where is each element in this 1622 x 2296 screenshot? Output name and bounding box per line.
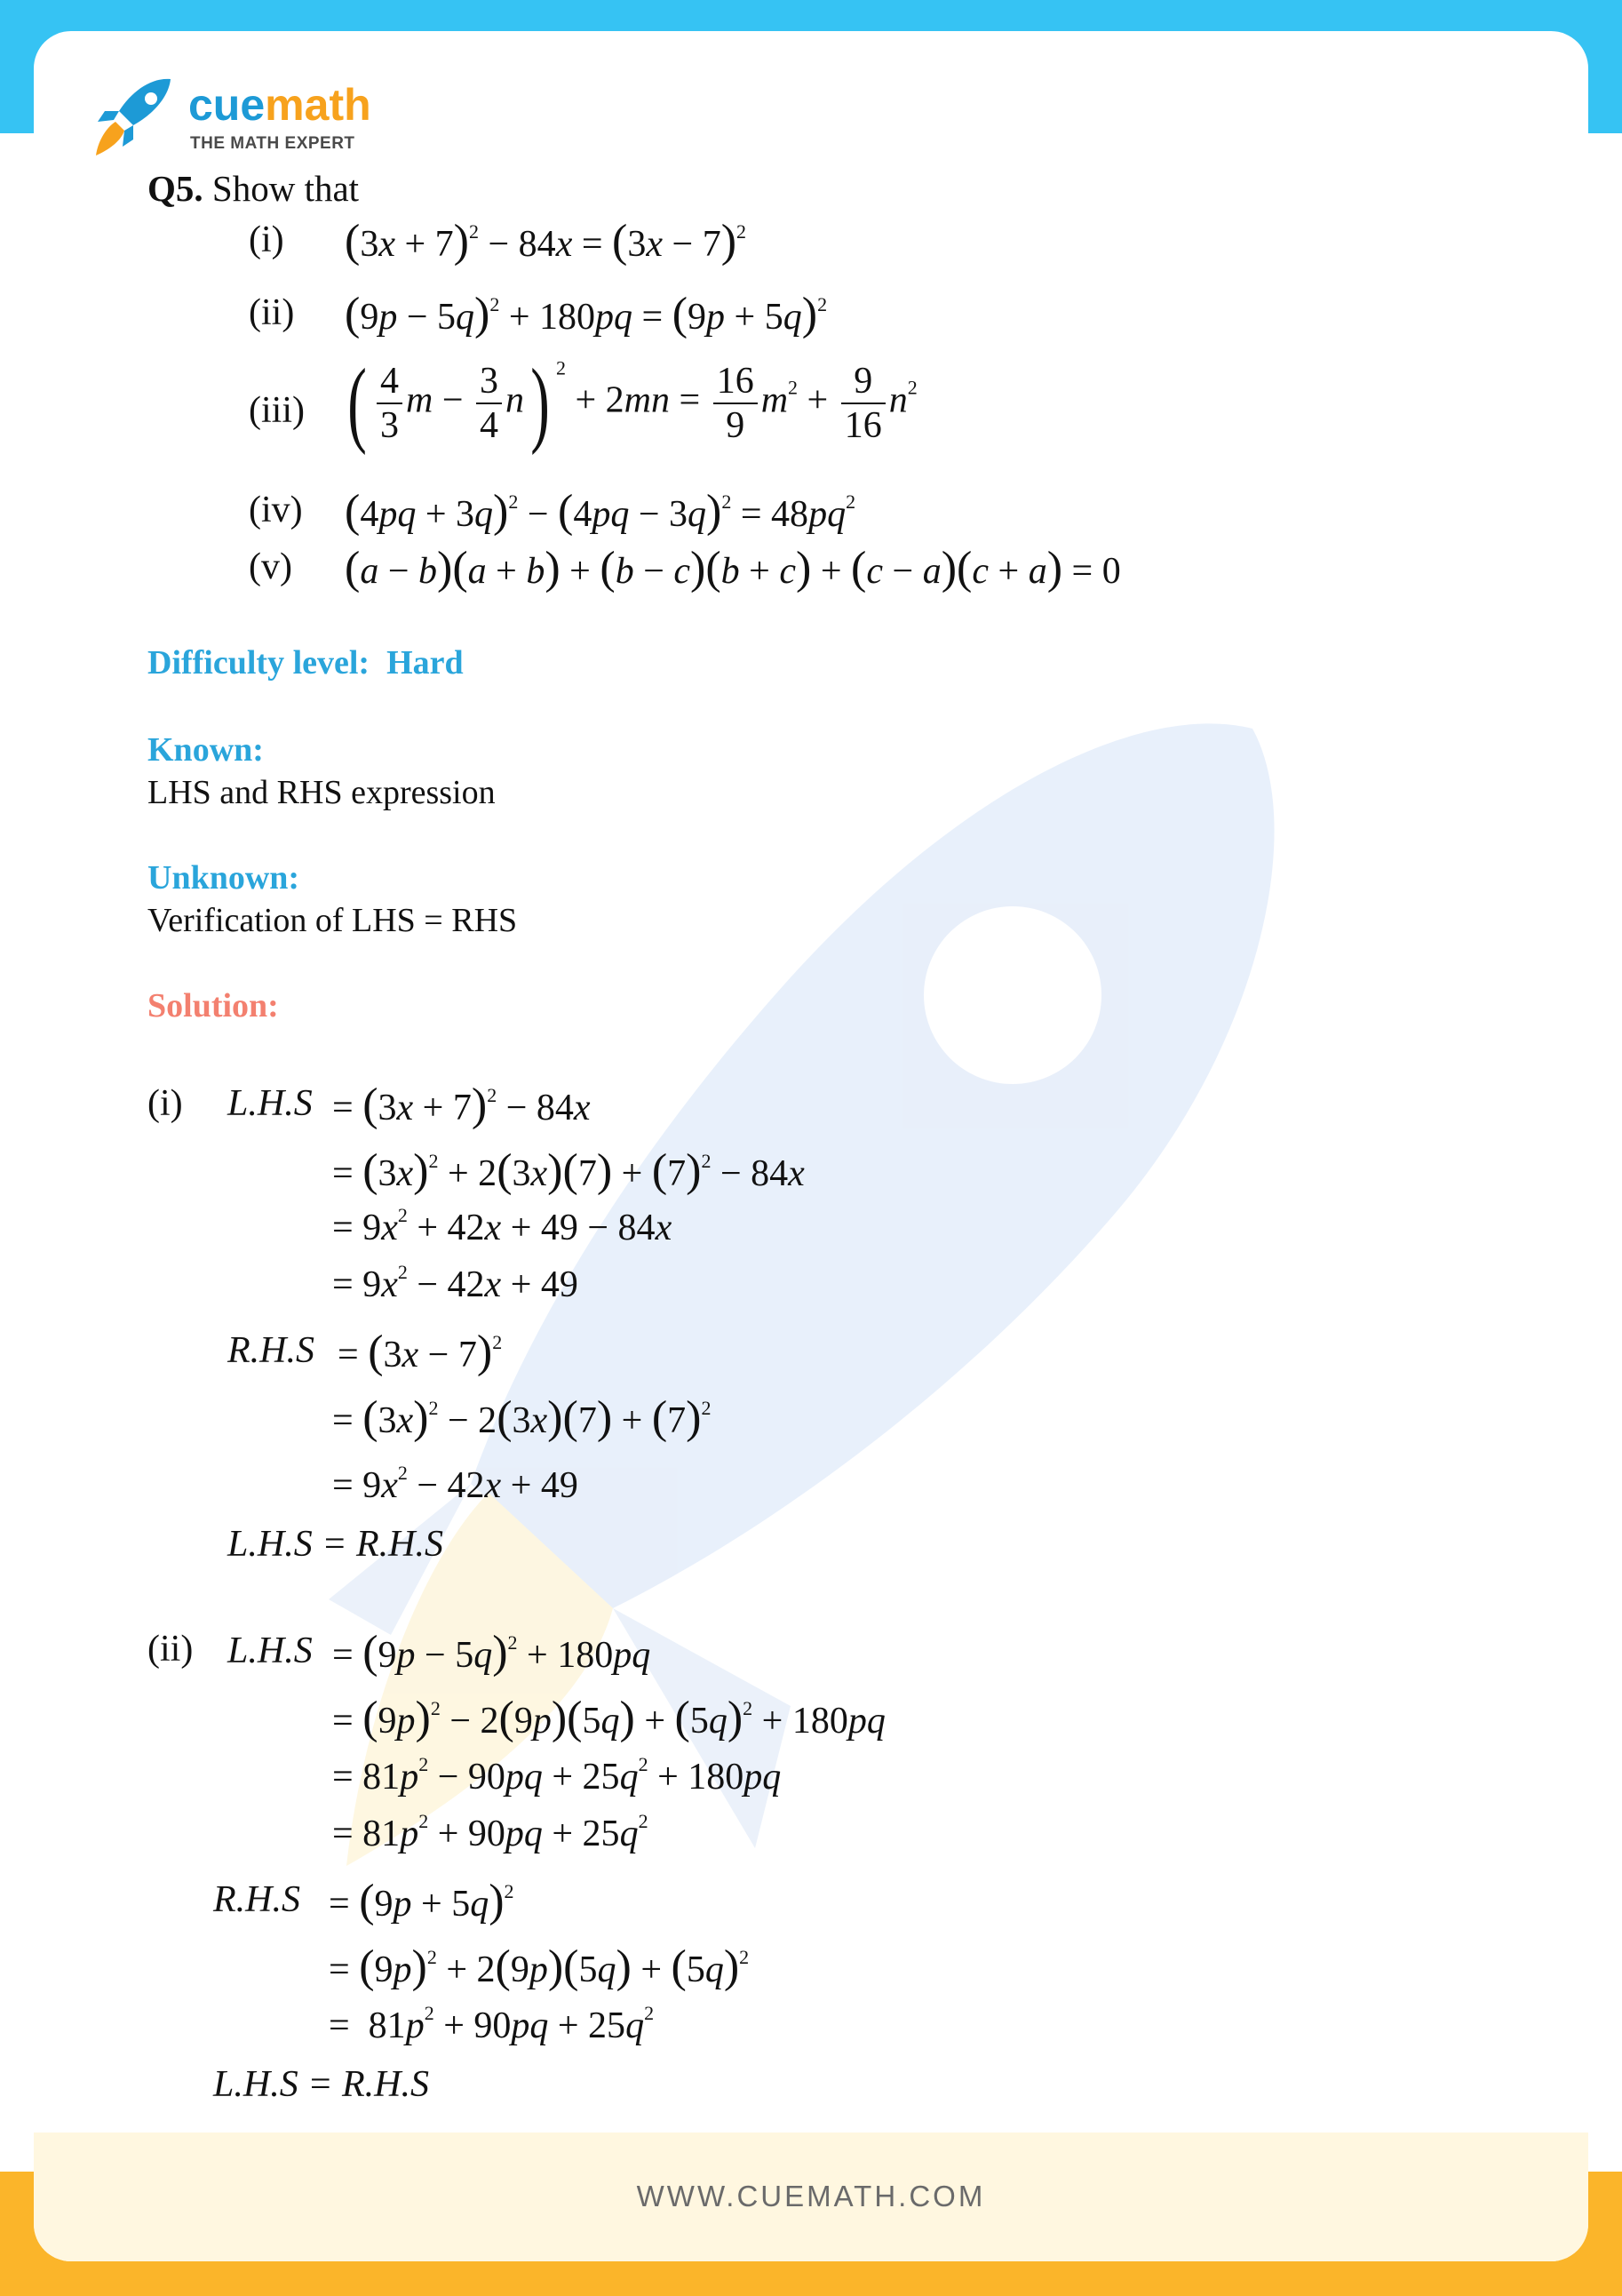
question-heading: Q5. Show that	[147, 168, 360, 209]
math-step: = $(3x)^2 + 2(3x)(7) + (7)^2 - 84x$	[332, 1145, 805, 1196]
part-label: (iv)	[249, 490, 303, 530]
brand-tagline: THE MATH EXPERT	[190, 134, 355, 153]
footer-url: WWW.CUEMATH.COM	[636, 2180, 986, 2212]
math-step: = $(3x)^2 - 2(3x)(7) + (7)^2$	[332, 1392, 712, 1443]
math-step: = $(3x + 7)^2 - 84x$	[332, 1080, 591, 1130]
math-step: = $9x^2 - 42x + 49$	[332, 1261, 578, 1305]
math-step: = $9x^2 - 42x + 49$	[332, 1462, 578, 1506]
math-step: = $(9p)^2 - 2(9p)(5q) + (5q)^2 + 180pq$	[332, 1693, 886, 1743]
math-step: = $9x^2 + 42x + 49 - 84x$	[332, 1204, 672, 1248]
known-text: LHS and RHS expression	[147, 774, 496, 811]
math-step: = $(9p + 5q)^2$	[329, 1876, 514, 1926]
part-label: (ii)	[249, 292, 295, 333]
solution-part-label: (i)	[147, 1083, 183, 1124]
math-step: = $(9p - 5q)^2 + 180pq$	[332, 1627, 651, 1678]
solution-heading: Solution:	[147, 987, 279, 1024]
part-label: (iii)	[249, 390, 305, 431]
lhs-heading: L.H.S	[227, 1083, 313, 1124]
part-label: (i)	[249, 219, 284, 260]
known-heading: Known:	[147, 731, 264, 769]
math-step: = $81p^2 + 90pq + 25q^2$	[332, 1810, 648, 1854]
conclusion-line: L.H.S = R.H.S	[213, 2064, 430, 2105]
unknown-heading: Unknown:	[147, 859, 300, 897]
rhs-heading: R.H.S	[213, 1879, 300, 1920]
conclusion-line: L.H.S = R.H.S	[227, 1524, 444, 1565]
part-expression: (a − b)(a + b) + (b − c)(b + c) + (c − a)(c + a) = 0	[345, 543, 1121, 594]
part-expression: $(9p - 5q)^2 + 180pq = (9p + 5q)^2$	[345, 289, 828, 339]
lhs-heading: L.H.S	[227, 1630, 313, 1671]
part-expression: $(3x + 7)^2 - 84x = (3x - 7)^2$	[345, 216, 747, 267]
part-expression: ( $\frac{4}{3}$ m − $\frac{3}{4}$ n) $^2$ + 2mn = $\frac{16}{9}$ $m^2$ + $\frac{9}{16}$ $n^2$	[347, 350, 918, 456]
part-label: (v)	[249, 546, 292, 587]
math-step: = $81p^2 - 90pq + 25q^2 + 180pq$	[332, 1753, 782, 1798]
part-expression: $(4pq + 3q)^2 - (4pq - 3q)^2 = 48pq^2$	[345, 486, 856, 537]
math-step: = $81p^2 + 90pq + 25q^2$	[329, 2002, 655, 2046]
difficulty-line: Difficulty level: Hard	[147, 644, 464, 682]
solution-part-label: (ii)	[147, 1629, 194, 1670]
brand-wordmark: cuemath	[188, 80, 371, 130]
math-step: = $(9p)^2 + 2(9p)(5q) + (5q)^2$	[329, 1941, 750, 1992]
unknown-text: Verification of LHS = RHS	[147, 902, 518, 939]
rhs-heading: R.H.S	[227, 1330, 314, 1371]
math-step: = $(3x - 7)^2$	[338, 1327, 503, 1377]
